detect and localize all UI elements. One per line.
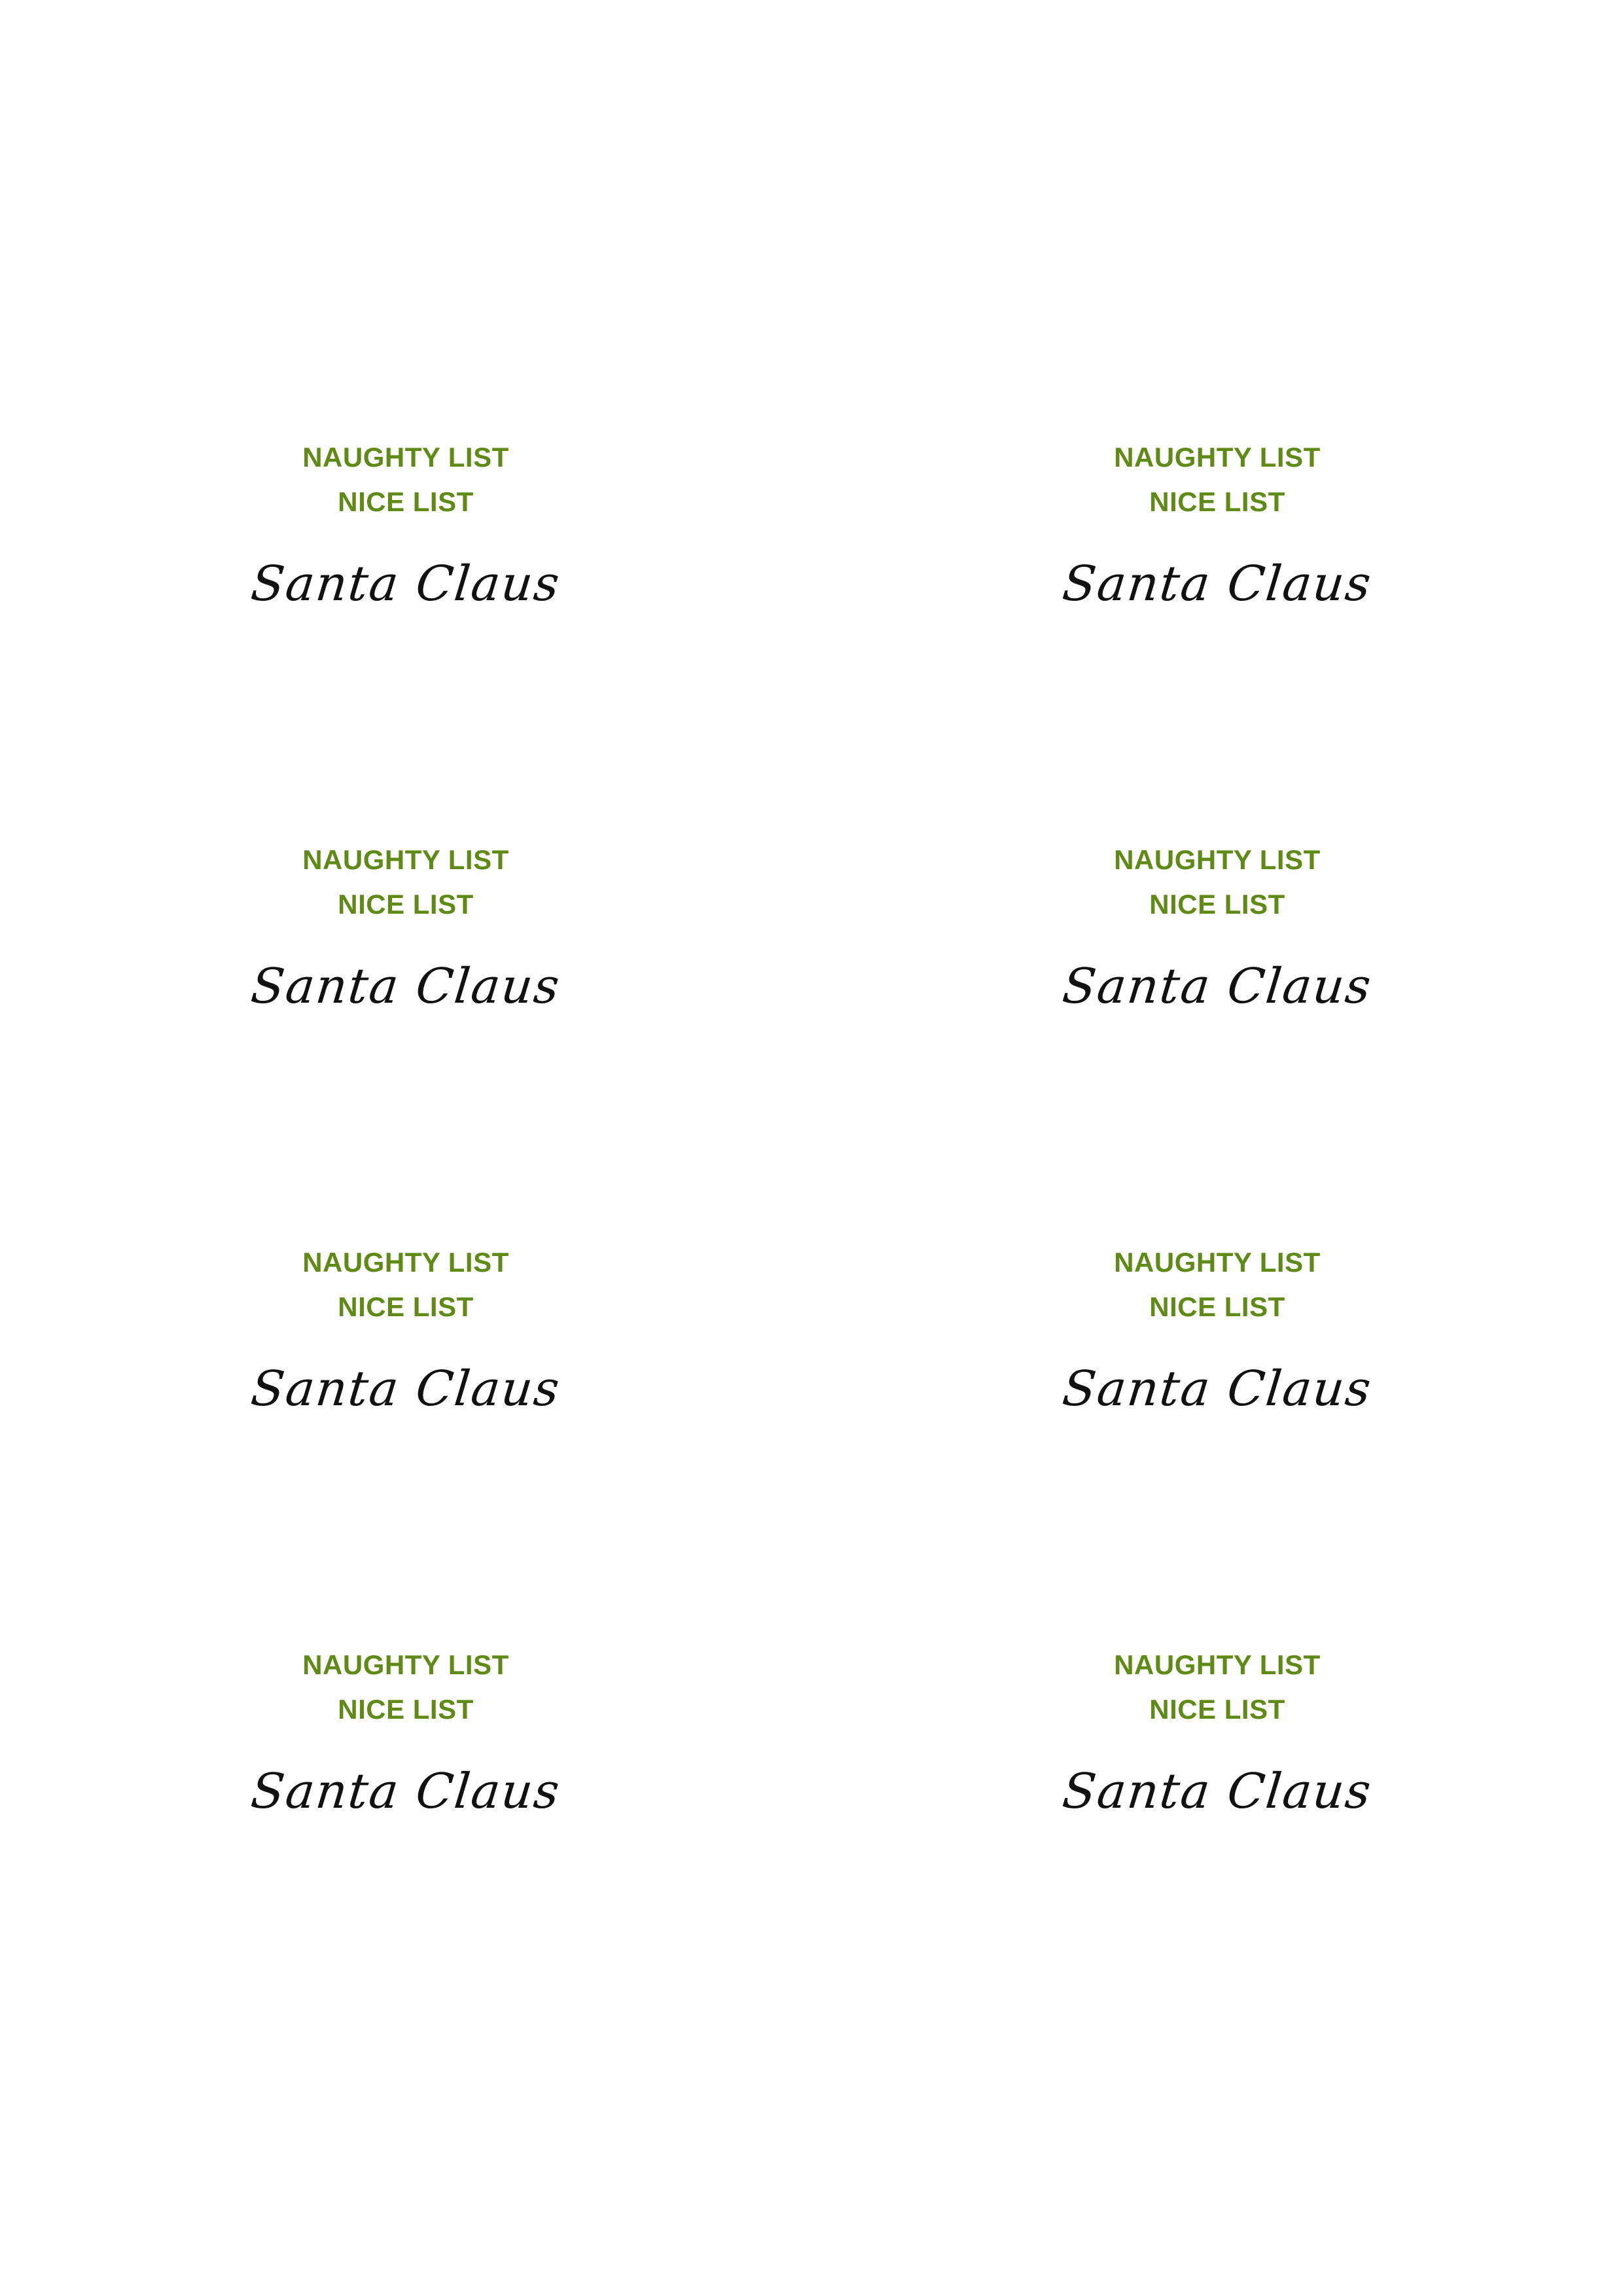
label-content [988,838,1446,1014]
nice-list-line: NICE LIST [1149,1694,1285,1725]
naughty-list-line: NAUGHTY LIST [1114,1649,1321,1680]
santa-signature: Santa Claus [1060,1361,1375,1418]
nice-list-line: NICE LIST [1149,1291,1285,1323]
santa-signature: Santa Claus [248,1361,563,1418]
santa-signature: Santa Claus [248,1763,563,1820]
label-content [177,435,635,612]
label-content [177,1643,635,1820]
santa-signature: Santa Claus [248,556,563,613]
nice-list-line: NICE LIST [338,486,474,518]
label-card [812,805,1623,1208]
naughty-list-line: NAUGHTY LIST [302,1247,509,1278]
naughty-list-line: NAUGHTY LIST [1114,1247,1321,1278]
naughty-list-line: NAUGHTY LIST [302,1649,509,1680]
label-grid [0,403,1623,2013]
nice-list-line: NICE LIST [1149,486,1285,518]
label-content [988,435,1446,612]
nice-list-line: NICE LIST [1149,889,1285,920]
santa-signature: Santa Claus [248,958,563,1015]
naughty-list-line: NAUGHTY LIST [1114,442,1321,473]
naughty-list-line: NAUGHTY LIST [1114,844,1321,875]
santa-signature: Santa Claus [1060,1763,1375,1820]
label-content [177,838,635,1014]
label-card [0,1208,812,1610]
label-card [812,1610,1623,2013]
label-card [0,1610,812,2013]
label-card [0,403,812,805]
naughty-list-line: NAUGHTY LIST [302,442,509,473]
santa-signature: Santa Claus [1060,958,1375,1015]
santa-signature: Santa Claus [1060,556,1375,613]
label-content [988,1643,1446,1820]
nice-list-line: NICE LIST [338,889,474,920]
nice-list-line: NICE LIST [338,1291,474,1323]
label-content [177,1240,635,1417]
nice-list-line: NICE LIST [338,1694,474,1725]
label-content [988,1240,1446,1417]
label-card [0,805,812,1208]
naughty-list-line: NAUGHTY LIST [302,844,509,875]
label-card [812,1208,1623,1610]
label-card [812,403,1623,805]
